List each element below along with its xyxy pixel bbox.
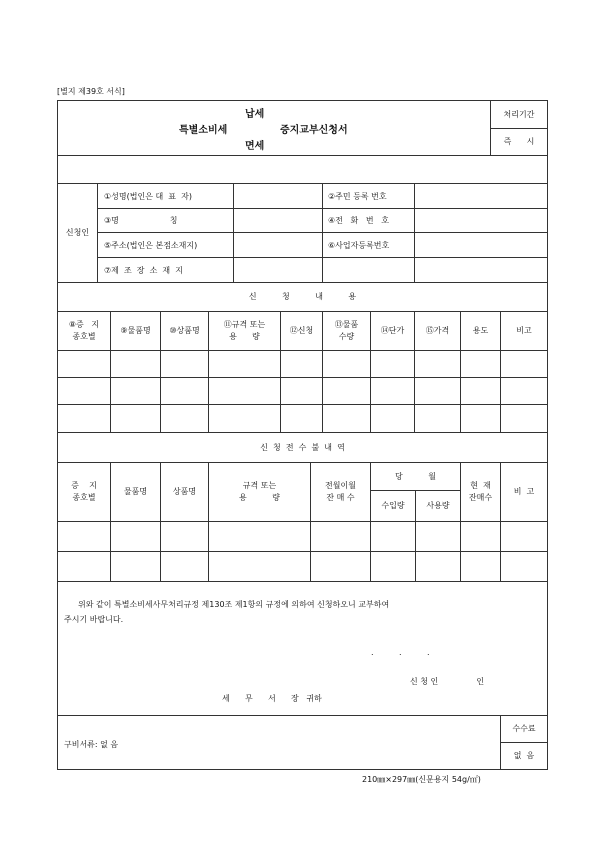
- req-col-item-name: ⑨물품명: [120, 326, 151, 335]
- processing-period-value: 즉 시: [503, 137, 535, 146]
- applicant-row-line-3: [97, 257, 547, 258]
- fee-value: 없 음: [513, 751, 535, 760]
- page-title: 증지교부신청서: [280, 125, 348, 136]
- req-col-spec: ⑪규격 또는 용 량: [223, 320, 266, 341]
- applicant-row-line-1: [97, 208, 547, 209]
- stock-col-this-month: 당 월: [395, 471, 436, 481]
- request-section-title: 신 청 내 용: [248, 292, 357, 301]
- req-col-quantity: ⑬물품 수량: [334, 320, 359, 341]
- phone-label: ④전 화 번 호: [328, 216, 389, 225]
- recipient-office: 세 무 서 장 귀하: [222, 694, 322, 703]
- title-tax-name: 특별소비세: [179, 125, 228, 136]
- border-right: [547, 100, 548, 770]
- req-col-unit-price: ⑭단가: [380, 326, 405, 335]
- paper-size-note: 210㎜×297㎜(신문용지 54g/㎡): [362, 775, 481, 784]
- applicant-row-line-2: [97, 232, 547, 233]
- business-number-label: ⑥사업자등록번호: [328, 241, 390, 250]
- border-bottom: [57, 769, 548, 770]
- stock-col-item-name: 물품명: [123, 487, 148, 496]
- req-col-stamp-type: ⑧증 지 종호별: [68, 320, 100, 341]
- border-top: [57, 100, 548, 101]
- stock-col-current-balance: 현 재 잔매수: [468, 481, 493, 502]
- req-col-usage: 용도: [472, 326, 489, 335]
- blank-row-bottom-line: [57, 183, 548, 184]
- stock-col-spec: 규격 또는 용 량: [239, 481, 280, 502]
- stock-section-title: 신 청 전 수 불 내 역: [260, 442, 345, 452]
- stock-col-used: 사용량: [426, 501, 450, 510]
- address-label: ⑤주소(법인은 본점소재지): [104, 241, 198, 250]
- request-row-line-2: [57, 404, 548, 405]
- req-col-remarks: 비고: [516, 326, 532, 335]
- form-label: [별지 제39호 서식]: [57, 87, 125, 96]
- request-row-line-1: [57, 377, 548, 378]
- stock-col-imported: 수입량: [381, 501, 405, 510]
- request-cols-line: [57, 350, 548, 351]
- statement-line-1: 위와 같이 특별소비세사무처리규정 제130조 제1항의 규정에 의하여 신청하오니 교부하여: [78, 600, 390, 609]
- title-tax-paid: 납세: [245, 109, 265, 120]
- stock-bottom-line: [57, 581, 548, 582]
- stock-cols-line: [57, 521, 548, 522]
- applicant-name-label: ①성명(법인은 대 표 자): [104, 192, 192, 201]
- application-date: . . .: [371, 648, 430, 657]
- statement-bottom-line: [57, 715, 548, 716]
- stock-col-carryover: 전월이월 잔 매 수: [325, 481, 356, 502]
- title-tax-exempt: 면세: [245, 141, 265, 152]
- req-col-price: ⑮가격: [425, 326, 450, 335]
- stock-col-stamp-type: 증 지 종호별: [71, 481, 97, 502]
- req-col-product-name: ⑩상품명: [169, 326, 200, 335]
- stock-col-product-name: 상품명: [172, 487, 197, 496]
- processing-period-label: 처리기간: [503, 109, 535, 119]
- statement-line-2: 주시기 바랍니다.: [64, 615, 124, 624]
- header-bottom-line: [57, 155, 548, 156]
- stock-col-remarks: 비 고: [513, 487, 535, 496]
- applicant-label: 신청인: [65, 228, 90, 237]
- req-col-request: ⑫신청: [289, 326, 314, 335]
- required-documents: 구비서류: 없 음: [64, 740, 119, 749]
- factory-location-label: ⑦제 조 장 소 재 지: [104, 266, 183, 275]
- firm-name-label: ③명 칭: [104, 216, 178, 225]
- applicant-signature: 신 청 인 인: [410, 677, 485, 686]
- fee-label: 수수료: [512, 724, 536, 733]
- stock-row-line-1: [57, 551, 548, 552]
- resident-number-label: ②주민 등록 번호: [328, 192, 387, 201]
